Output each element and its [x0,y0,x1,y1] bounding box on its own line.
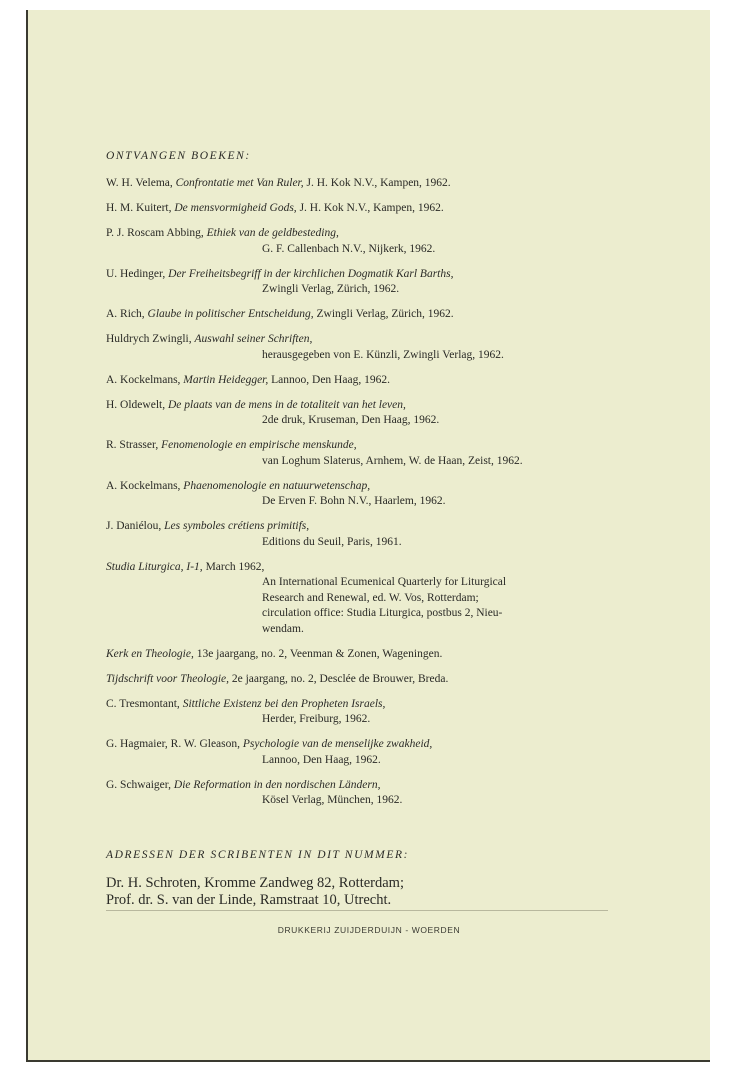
book-continuation: Lannoo, Den Haag, 1962. [262,753,381,766]
book-continuation: circulation office: Studia Liturgica, postbus 2, Nieu- [262,607,503,619]
book-continuation: Research and Renewal, ed. W. Vos, Rotterdam; [262,591,479,604]
book-author: A. Rich, [106,308,145,320]
book-entry [106,201,666,217]
book-first-line [106,332,666,348]
book-entry [106,438,666,469]
address-1: Dr. H. Schroten, Kromme Zandweg 82, Rotterdam; [106,874,404,891]
book-entry [106,267,666,298]
book-continuation: van Loghum Slaterus, Arnhem, W. de Haan, Zeist, 1962. [262,454,523,467]
book-continuation: Herder, Freiburg, 1962. [262,713,371,725]
book-entry [106,176,666,192]
book-entry [106,398,666,429]
book-first-line [106,201,666,217]
books-heading: ONTVANGEN BOEKEN: [106,150,251,162]
book-publisher: March 1962, [205,560,265,573]
book-first-line [106,560,666,576]
book-title: Psychologie van de menselijke zwakheid, [242,738,433,750]
book-author: R. Strasser, [106,439,159,451]
book-author: G. Schwaiger, [106,778,172,791]
book-entry [106,519,666,550]
book-first-line [106,697,666,713]
page [26,10,710,1062]
addresses-heading: ADRESSEN DER SCRIBENTEN IN DIT NUMMER: [106,848,410,861]
book-first-line [106,226,666,242]
book-first-line [106,267,666,283]
book-entry [106,479,666,510]
book-continuation: herausgegeben von E. Künzli, Zwingli Verlag, 1962. [262,348,504,361]
book-title: Martin Heidegger, [183,373,269,386]
book-continuation: Zwingli Verlag, Zürich, 1962. [262,283,400,295]
book-continuation: Kösel Verlag, München, 1962. [262,794,403,806]
books-list [106,176,666,809]
book-entry [106,697,666,728]
book-title: Die Reformation in den nordischen Ländern, [173,778,381,791]
book-entry [106,647,666,663]
book-author: A. Kockelmans, [106,479,181,492]
book-author: A. Kockelmans, [106,373,181,386]
book-first-line [106,519,666,535]
book-continuation: An International Ecumenical Quarterly for Liturgical [262,576,507,588]
address-2: Prof. dr. S. van der Linde, Ramstraat 10, Utrecht. [106,891,392,908]
book-author: H. M. Kuitert, [106,202,172,214]
book-entry [106,560,666,638]
book-title: Auswahl seiner Schriften, [194,333,313,345]
book-entry [106,778,666,809]
book-title: Confrontatie met Van Ruler, [175,177,304,189]
book-title: Studia Liturgica, I-1, [106,560,203,573]
book-author: Huldrych Zwingli, [106,333,192,345]
book-entry [106,672,666,688]
book-first-line [106,737,666,753]
book-publisher: Lannoo, Den Haag, 1962. [271,373,390,386]
book-author: P. J. Roscam Abbing, [106,227,204,239]
book-title: Kerk en Theologie, [106,647,194,660]
book-author: U. Hedinger, [106,267,166,280]
printer-imprint: DRUKKERIJ ZUIJDERDUIJN - WOERDEN [277,925,461,935]
book-author: W. H. Velema, [106,177,173,189]
book-title: De mensvormigheid Gods, [174,202,297,214]
book-continuation: Editions du Seuil, Paris, 1961. [262,535,402,548]
book-title: Sittliche Existenz bei den Propheten Israels, [182,697,386,710]
book-continuation: wendam. [262,622,304,635]
book-first-line [106,778,666,794]
book-author: J. Daniélou, [106,520,162,532]
book-continuation: G. F. Callenbach N.V., Nijkerk, 1962. [262,242,436,255]
book-continuation: De Erven F. Bohn N.V., Haarlem, 1962. [262,495,446,507]
book-first-line [106,398,666,414]
divider [106,910,608,911]
book-publisher: J. H. Kok N.V., Kampen, 1962. [299,202,444,214]
book-title: Ethiek van de geldbesteding, [206,227,339,239]
book-entry [106,226,666,257]
book-first-line [106,479,666,495]
book-first-line [106,176,666,192]
book-publisher: 13e jaargang, no. 2, Veenman & Zonen, Wageningen. [196,647,443,660]
content [106,150,666,909]
book-entry [106,373,666,389]
book-title: Les symboles crétiens primitifs, [164,520,310,532]
book-entry [106,737,666,768]
book-title: Glaube in politischer Entscheidung, [147,308,314,320]
book-first-line [106,373,666,389]
book-title: Fenomenologie en empirische menskunde, [161,439,357,451]
book-first-line [106,438,666,454]
book-publisher: 2e jaargang, no. 2, Desclée de Brouwer, Breda. [231,672,449,685]
book-author: H. Oldewelt, [106,398,166,411]
book-title: De plaats van de mens in de totaliteit van het leven, [167,398,406,411]
book-continuation: 2de druk, Kruseman, Den Haag, 1962. [262,414,440,426]
book-first-line [106,672,666,688]
book-publisher: Zwingli Verlag, Zürich, 1962. [316,308,454,320]
book-entry [106,307,666,323]
book-title: Phaenomenologie en natuurwetenschap, [183,479,371,492]
book-title: Tijdschrift voor Theologie, [106,672,229,685]
book-author: C. Tresmontant, [106,697,180,710]
book-first-line [106,307,666,323]
book-entry [106,332,666,363]
book-publisher: J. H. Kok N.V., Kampen, 1962. [306,177,451,189]
book-author: G. Hagmaier, R. W. Gleason, [106,738,241,750]
book-first-line [106,647,666,663]
book-title: Der Freiheitsbegriff in der kirchlichen Dogmatik Karl Barths, [168,267,454,280]
